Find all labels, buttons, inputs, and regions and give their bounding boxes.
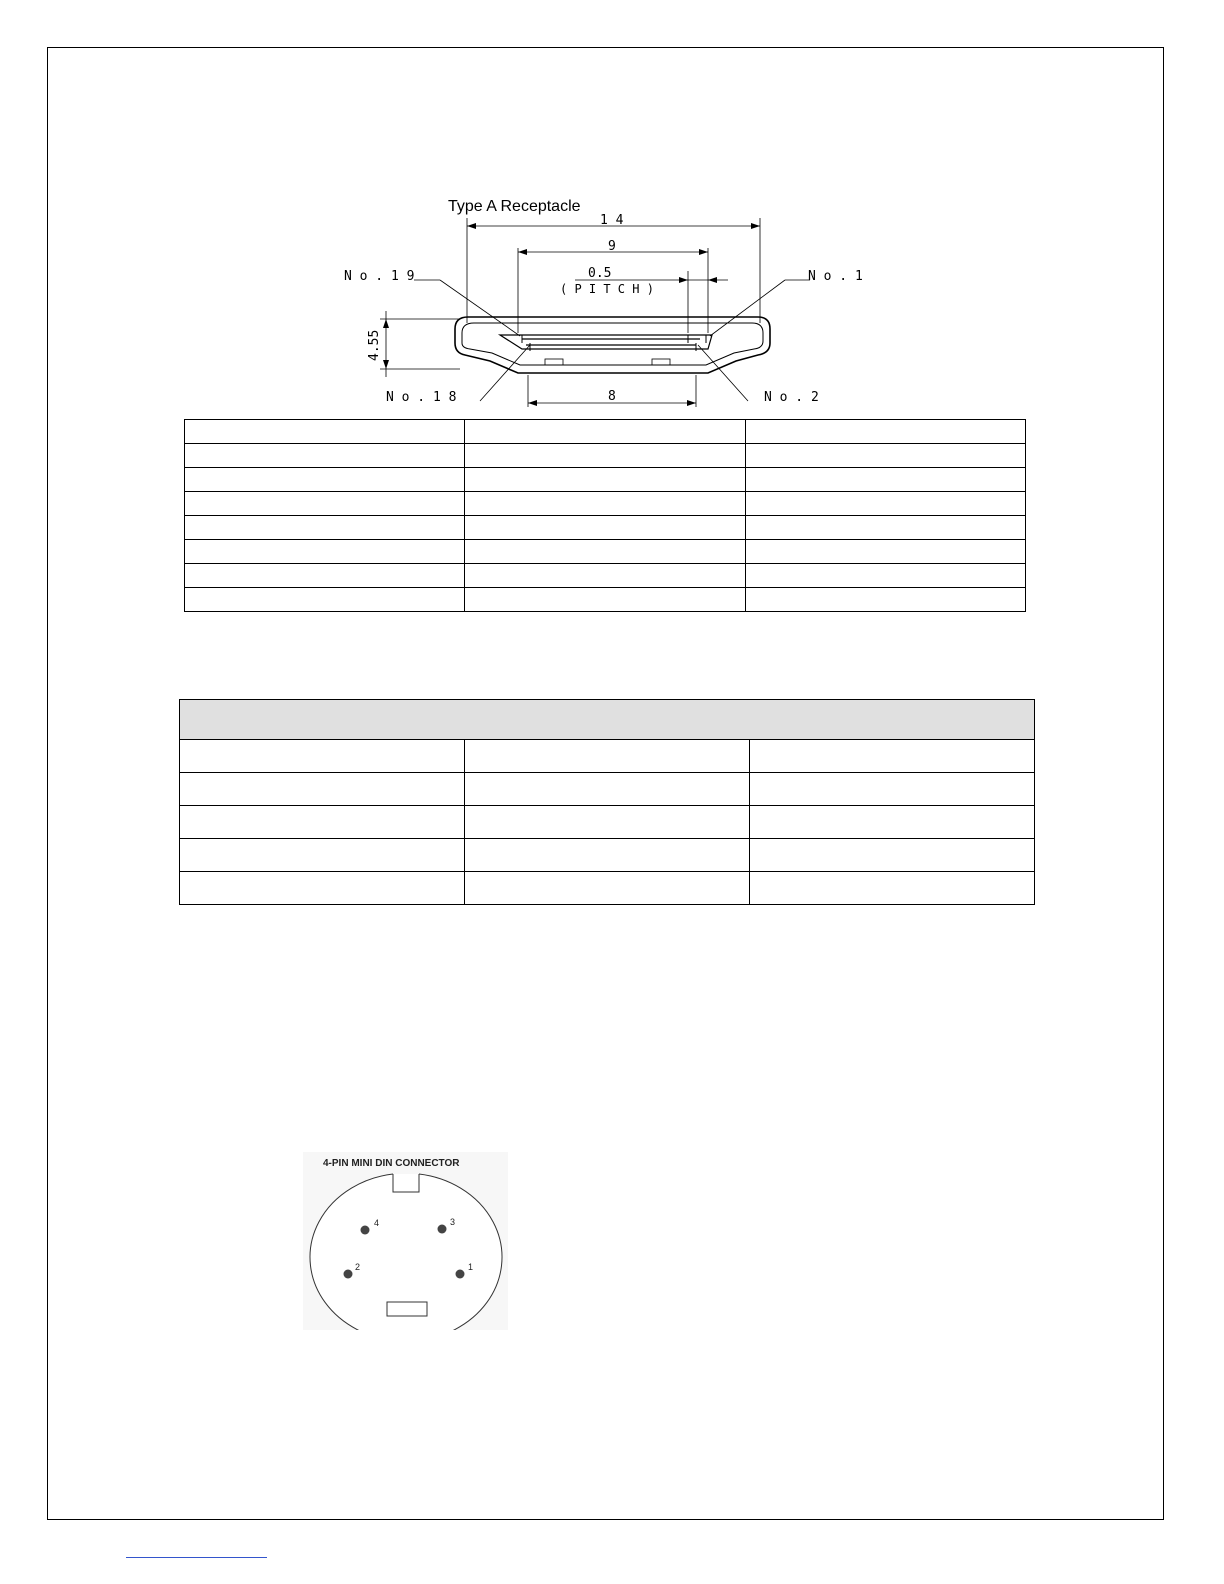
hdmi-pin-table-cell bbox=[746, 588, 1026, 612]
hdmi-pin-table-cell bbox=[465, 492, 746, 516]
din-title: 4-PIN MINI DIN CONNECTOR bbox=[323, 1158, 460, 1169]
dim-height: 4.55 bbox=[367, 329, 382, 361]
pin-label-18: N o . 1 8 bbox=[386, 390, 457, 405]
spec-table-header-row bbox=[180, 700, 1035, 740]
spec-table-cell bbox=[180, 839, 465, 872]
spec-table-cell bbox=[465, 740, 750, 773]
hdmi-pin-table-cell bbox=[185, 444, 465, 468]
hdmi-receptacle-diagram bbox=[340, 193, 900, 408]
hdmi-pin-table-row bbox=[185, 588, 1026, 612]
spec-table-cell bbox=[465, 773, 750, 806]
spec-table-cell bbox=[180, 740, 465, 773]
hdmi-pin-table-cell bbox=[746, 540, 1026, 564]
pin-label-2: N o . 2 bbox=[764, 390, 819, 405]
spec-table-row bbox=[180, 839, 1035, 872]
spec-table-cell bbox=[750, 806, 1035, 839]
hdmi-pin-table-cell bbox=[465, 420, 746, 444]
din-pin-4 bbox=[361, 1226, 370, 1235]
hdmi-pin-table-cell bbox=[465, 444, 746, 468]
hdmi-pin-table-cell bbox=[746, 468, 1026, 492]
mini-din-connector-diagram bbox=[303, 1152, 508, 1330]
spec-table-cell bbox=[750, 773, 1035, 806]
hdmi-pin-table-row bbox=[185, 468, 1026, 492]
hdmi-pin-table-cell bbox=[465, 516, 746, 540]
dim-overall-width: 1 4 bbox=[600, 213, 624, 228]
hdmi-pin-table-cell bbox=[465, 540, 746, 564]
spec-table-cell bbox=[750, 740, 1035, 773]
hdmi-pin-table-cell bbox=[746, 444, 1026, 468]
spec-table-cell bbox=[465, 872, 750, 905]
spec-table-header bbox=[180, 700, 1035, 740]
hdmi-pin-table-cell bbox=[746, 420, 1026, 444]
din-pin-label-2: 2 bbox=[355, 1262, 361, 1272]
din-pin-label-1: 1 bbox=[468, 1262, 474, 1272]
hdmi-pin-table-cell bbox=[185, 588, 465, 612]
din-pin-2 bbox=[344, 1270, 353, 1279]
hdmi-pin-table-row bbox=[185, 492, 1026, 516]
hdmi-pin-table-cell bbox=[746, 564, 1026, 588]
spec-table-cell bbox=[180, 872, 465, 905]
din-pin-3 bbox=[438, 1225, 447, 1234]
hdmi-pin-table bbox=[184, 419, 1026, 612]
hdmi-pin-table-row bbox=[185, 540, 1026, 564]
spec-table-row bbox=[180, 773, 1035, 806]
hdmi-pin-table-cell bbox=[746, 492, 1026, 516]
spec-table-row bbox=[180, 806, 1035, 839]
hdmi-pin-table-row bbox=[185, 420, 1026, 444]
din-pin-1 bbox=[456, 1270, 465, 1279]
hdmi-pin-table-row bbox=[185, 564, 1026, 588]
hdmi-pin-table-cell bbox=[185, 420, 465, 444]
spec-table-cell bbox=[750, 839, 1035, 872]
hdmi-pin-table-cell bbox=[185, 468, 465, 492]
dim-pitch-value: 0.5 bbox=[588, 266, 612, 281]
hdmi-pin-table-cell bbox=[185, 564, 465, 588]
spec-table-cell bbox=[750, 872, 1035, 905]
hdmi-pin-table-cell bbox=[465, 564, 746, 588]
hdmi-pin-table-row bbox=[185, 444, 1026, 468]
spec-table-row bbox=[180, 740, 1035, 773]
hdmi-pin-table-cell bbox=[185, 516, 465, 540]
dim-pitch-label: ( P I T C H ) bbox=[560, 282, 654, 296]
spec-table bbox=[179, 699, 1035, 905]
hdmi-pin-table-row bbox=[185, 516, 1026, 540]
dim-contact-span-top: 9 bbox=[608, 239, 616, 254]
hdmi-pin-table-cell bbox=[465, 468, 746, 492]
pin-label-1: N o . 1 bbox=[808, 269, 863, 284]
footer-link-underline bbox=[126, 1557, 267, 1558]
hdmi-pin-table-cell bbox=[465, 588, 746, 612]
spec-table-cell bbox=[465, 806, 750, 839]
spec-table-cell bbox=[180, 806, 465, 839]
pin-label-19: N o . 1 9 bbox=[344, 269, 415, 284]
dim-contact-span-bottom: 8 bbox=[608, 389, 616, 404]
diagram-title: Type A Receptacle bbox=[448, 198, 581, 215]
hdmi-pin-table-cell bbox=[746, 516, 1026, 540]
spec-table-row bbox=[180, 872, 1035, 905]
spec-table-cell bbox=[465, 839, 750, 872]
din-pin-label-3: 3 bbox=[450, 1217, 456, 1227]
spec-table-cell bbox=[180, 773, 465, 806]
hdmi-pin-table-cell bbox=[185, 540, 465, 564]
hdmi-pin-table-cell bbox=[185, 492, 465, 516]
din-pin-label-4: 4 bbox=[374, 1218, 380, 1228]
